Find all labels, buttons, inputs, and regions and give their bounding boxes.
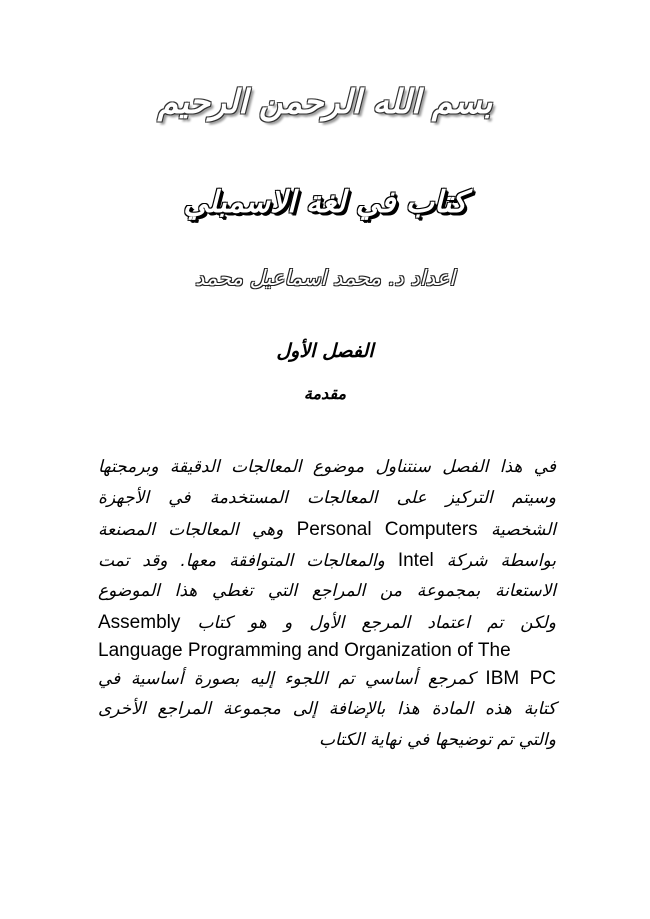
paragraph-line-7: Language Programming and Organization of The (98, 640, 511, 661)
paragraph-line-4 (98, 545, 556, 576)
chapter-subtitle: مقدمة (303, 384, 347, 403)
line-8-latin-term: IBM PC (485, 668, 556, 689)
line-8-arabic: كمرجع أساسي تم اللجوء إليه بصورة أساسية في (98, 669, 475, 689)
paragraph-line-8 (98, 663, 556, 694)
line-4-arabic-end: والمعالجات المتوافقة معها. وقد تمت (98, 551, 385, 571)
line-3-arabic-end: وهي المعالجات المصنعة (98, 520, 284, 540)
paragraph-line-10: والتي تم توضيحها في نهاية الكتاب (318, 730, 556, 750)
line-4-arabic-start: بواسطة شركة (446, 551, 557, 571)
paragraph-line-2: وسيتم التركيز على المعالجات المستخدمة في الأجهزة (98, 488, 556, 508)
line-6-arabic: ولكن تم اعتماد المرجع الأول و هو كتاب (197, 613, 556, 633)
paragraph-line-5: الاستعانة بمجموعة من المراجع التي تغطي هذا الموضوع (98, 581, 556, 601)
author-signature: اعداد د. محمد اسماعيل محمد (195, 266, 455, 290)
line-6-latin-term: Assembly (98, 612, 181, 633)
paragraph-line-6 (98, 607, 556, 638)
line-4-latin-term: Intel (397, 550, 434, 571)
paragraph-line-3 (98, 514, 556, 545)
basmala-heading: بسم الله الرحمن الرحيم (157, 82, 493, 121)
body-paragraph (98, 452, 556, 756)
paragraph-line-1: في هذا الفصل سنتناول موضوع المعالجات الدقيقة وبرمجتها (98, 457, 556, 477)
chapter-title: الفصل الأول (276, 340, 374, 362)
book-title: كتاب في لغة الاسمبلي (183, 185, 467, 220)
line-3-arabic-start: الشخصية (490, 520, 556, 540)
line-3-latin-term: Personal Computers (296, 519, 478, 540)
paragraph-line-9: كتابة هذه المادة هذا بالإضافة إلى مجموعة المراجع الأخرى (98, 699, 556, 719)
